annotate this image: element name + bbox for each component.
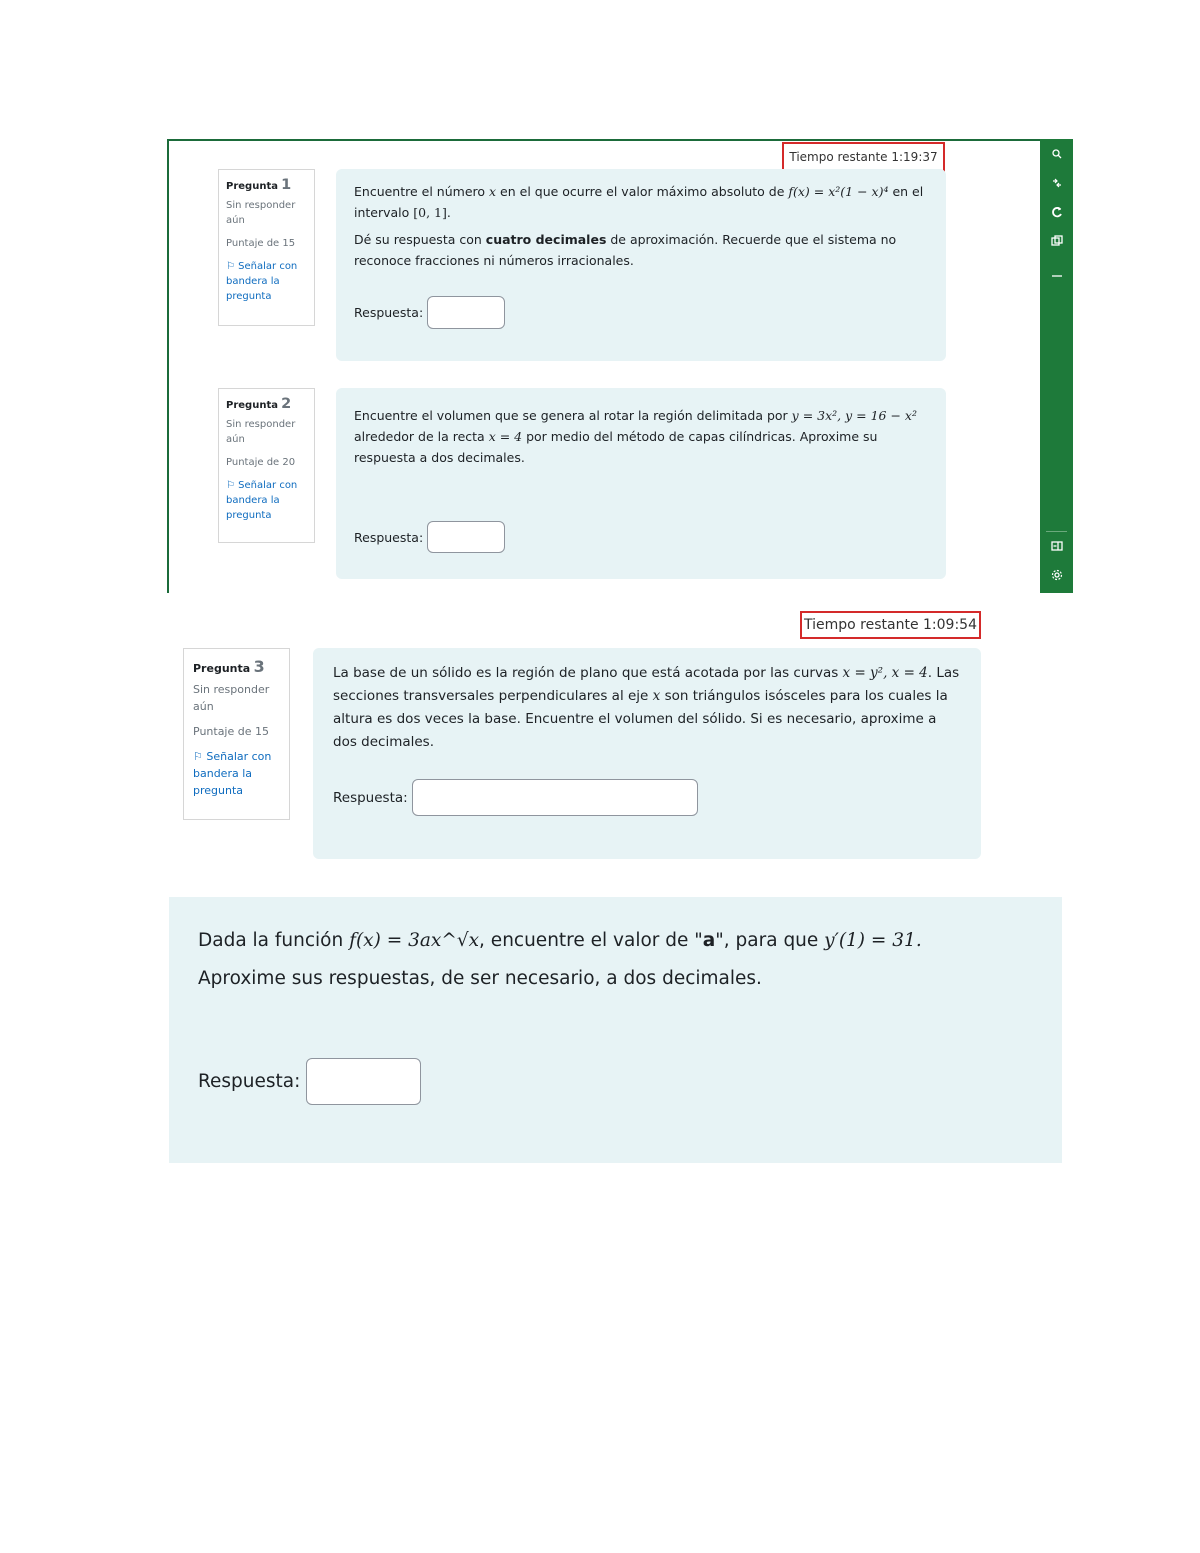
flag-icon: ⚐	[226, 480, 239, 491]
math-variable: x	[652, 688, 661, 704]
text: La base de un sólido es la región de plano que está acotada por las curvas	[333, 665, 843, 681]
text: de aproximación. Recuerde que el sistema no reconoce fracciones ni números irracionales.	[354, 232, 897, 268]
answer-row-2	[354, 521, 505, 553]
text: son triángulos isósceles para los cuales la altura es dos veces la base. Encuentre el volumen del sólido. Si es necesario, aproxime a dos decimales.	[333, 688, 948, 750]
question-text-1	[336, 169, 946, 361]
toolbar-divider	[1046, 531, 1067, 532]
question-score: Puntaje de 15	[193, 725, 270, 738]
math-interval: [0, 1]	[413, 205, 447, 220]
question-score: Puntaje de 20	[226, 457, 296, 468]
search-icon[interactable]	[1040, 149, 1073, 162]
question-info-3	[183, 648, 290, 820]
flag-label: Señalar con bandera la pregunta	[226, 480, 298, 521]
question-prompt	[333, 662, 961, 754]
answer-input-4[interactable]	[306, 1058, 421, 1105]
question-score: Puntaje de 15	[226, 238, 296, 249]
math-formula: y′(1) = 31.	[824, 930, 922, 951]
answer-label: Respuesta:	[198, 1071, 301, 1092]
text: en el que ocurre el valor máximo absoluto de	[496, 184, 789, 199]
flag-question-link[interactable]	[226, 259, 307, 304]
question-number	[226, 397, 307, 413]
question-text-4	[169, 897, 1062, 1163]
share-icon[interactable]	[1040, 178, 1073, 191]
text: .	[446, 205, 451, 220]
answer-input-2[interactable]	[427, 521, 505, 553]
question-number	[193, 658, 280, 677]
flag-icon: ⚐	[193, 750, 207, 763]
answer-row-3	[333, 779, 698, 816]
question-status: Sin responder aún	[193, 683, 270, 713]
answer-row-4	[198, 1058, 421, 1105]
question-prompt	[354, 405, 928, 468]
refresh-icon[interactable]	[1040, 206, 1073, 221]
answer-input-1[interactable]	[427, 296, 505, 329]
text: ", para que	[715, 930, 825, 951]
text: Dé su respuesta con	[354, 232, 486, 247]
panel-icon[interactable]	[1040, 541, 1073, 554]
flag-question-link[interactable]	[193, 748, 280, 799]
question-status: Sin responder aún	[226, 419, 296, 445]
math-formula: x = 4	[488, 429, 523, 444]
text: . Las secciones transversales perpendiculares al eje	[333, 665, 960, 704]
question-label: Pregunta	[226, 400, 278, 411]
answer-input-3[interactable]	[412, 779, 698, 816]
question-prompt	[354, 181, 928, 223]
math-formula: f(x) = 3ax^√x	[349, 930, 480, 951]
math-formula: f(x) = x²(1 − x)⁴	[788, 184, 889, 199]
text: Encuentre el número	[354, 184, 489, 199]
question-number-value: 1	[281, 177, 292, 193]
minus-icon[interactable]	[1040, 268, 1073, 281]
math-formula: y = 3x², y = 16 − x²	[791, 408, 917, 423]
copy-icon[interactable]	[1040, 235, 1073, 250]
text: en el intervalo	[354, 184, 924, 220]
text: Dada la función	[198, 930, 350, 951]
question-number-value: 2	[281, 396, 292, 412]
flag-question-link[interactable]	[226, 478, 307, 523]
bold-text: cuatro decimales	[485, 232, 607, 247]
question-number-value: 3	[253, 657, 265, 676]
question-instructions	[354, 229, 928, 271]
answer-label: Respuesta:	[333, 789, 408, 806]
flag-label: Señalar con bandera la pregunta	[226, 261, 298, 302]
text: , encuentre el valor de "	[479, 930, 703, 951]
time-remaining: Tiempo restante 1:09:54	[800, 611, 981, 639]
question-info-2	[218, 388, 315, 543]
question-label: Pregunta	[226, 181, 278, 192]
question-instructions: Aproxime sus respuestas, de ser necesario, a dos decimales.	[198, 968, 762, 989]
right-toolbar	[1040, 139, 1073, 593]
question-text-3	[313, 648, 981, 859]
math-variable: x	[489, 184, 497, 199]
question-info-1	[218, 169, 315, 326]
flag-icon: ⚐	[226, 261, 239, 272]
question-number	[226, 178, 307, 194]
answer-label: Respuesta:	[354, 529, 424, 545]
question-status: Sin responder aún	[226, 200, 296, 226]
time-remaining: Tiempo restante 1:19:37	[782, 142, 945, 172]
question-label: Pregunta	[193, 662, 251, 675]
answer-row-1	[354, 296, 505, 329]
text: por medio del método de capas cilíndricas. Aproxime su respuesta a dos decimales.	[354, 429, 878, 465]
bold-text: a	[702, 930, 716, 951]
text: alrededor de la recta	[354, 429, 489, 444]
text: Encuentre el volumen que se genera al rotar la región delimitada por	[354, 408, 792, 423]
question-prompt	[198, 922, 1033, 960]
settings-icon[interactable]	[1040, 569, 1073, 584]
math-formula: x = y², x = 4	[842, 665, 928, 681]
flag-label: Señalar con bandera la pregunta	[193, 750, 272, 797]
answer-label: Respuesta:	[354, 305, 424, 320]
